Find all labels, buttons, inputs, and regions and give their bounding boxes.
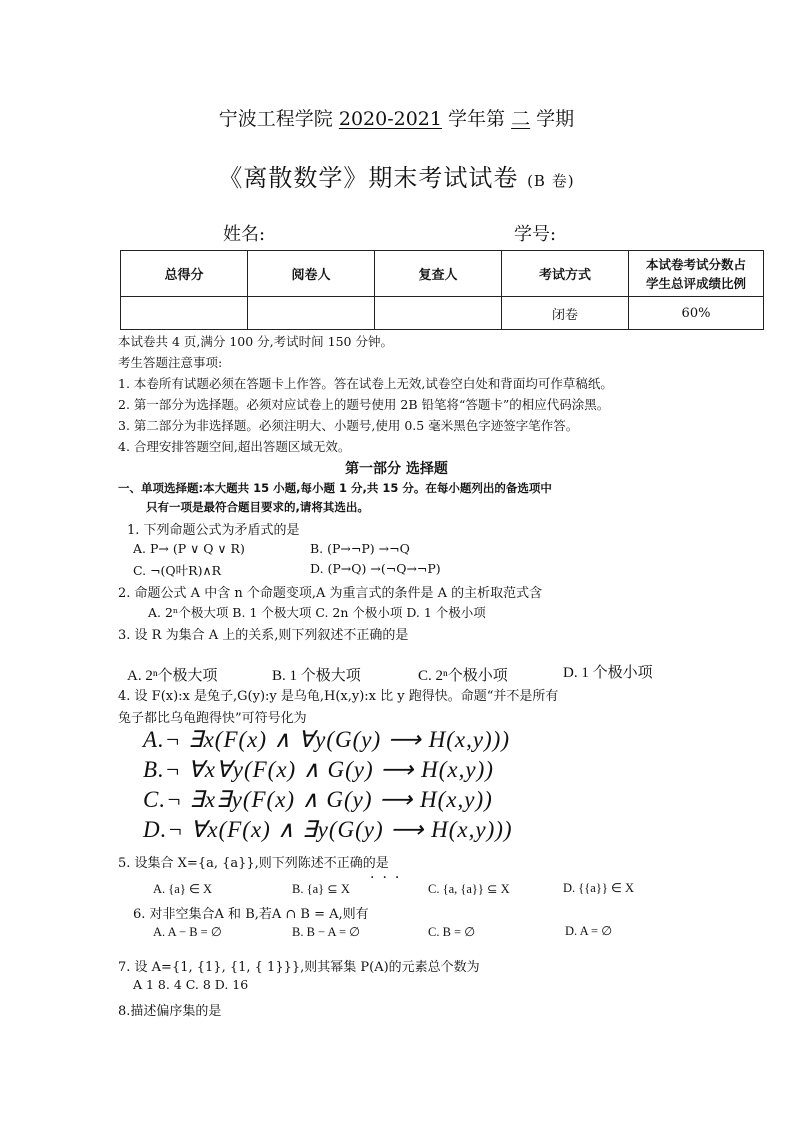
question-5-option-d: D. {{a}} ∈ X: [563, 881, 634, 895]
question-4-option-d: D.¬ ∀x(F(x) ∧ ∃y(G(y) ⟶ H(x,y))): [143, 817, 513, 842]
question-4-stem-line2: 兔子都比乌龟跑得快”可符号化为: [118, 711, 307, 726]
score-ratio-cell: 60%: [629, 297, 764, 330]
question-4-stem-line1: 4. 设 F(x):x 是兔子,G(y):y 是乌龟,H(x,y):x 比 y 跑得快。命题“并不是所有: [118, 689, 559, 704]
header-score-ratio-line2: 学生总评成绩比例: [645, 275, 746, 291]
question-6-option-d: D. A = ∅: [565, 924, 613, 938]
exam-summary: 本试卷共 4 页,满分 100 分,考试时间 150 分钟。: [118, 334, 393, 349]
term-number: 二: [511, 108, 531, 130]
academic-year: 2020-2021: [338, 108, 442, 130]
section-instruction-line2: 只有一项是最符合题目要求的,请将其选出。: [146, 500, 369, 514]
notice-item: 1. 本卷所有试题必须在答题卡上作答。答在试卷上无效,试卷空白处和背面均可作草稿纸。: [118, 376, 613, 391]
question-3-stem: 3. 设 R 为集合 A 上的关系,则下列叙述不正确的是: [118, 628, 409, 643]
header-score-ratio: [629, 251, 764, 297]
exam-paper-version: (B 卷): [527, 172, 575, 190]
question-2-stem: 2. 命题公式 A 中含 n 个命题变项,A 为重言式的条件是 A 的主析取范式含: [118, 586, 543, 601]
term-suffix: 学期: [536, 108, 575, 130]
question-5-stem: 5. 设集合 X={a, {a}},则下列陈述不正确的是: [118, 856, 389, 871]
question-4-option-b: B.¬ ∀x∀y(F(x) ∧ G(y) ⟶ H(x,y)): [143, 757, 494, 782]
question-1-option-b: B. (P→¬P) →¬Q: [310, 541, 410, 556]
question-7-options: A 1 8. 4 C. 8 D. 16: [133, 977, 249, 992]
question-2-options: A. 2ⁿ个极大项 B. 1 个极大项 C. 2n 个极小项 D. 1 个极小项: [148, 605, 486, 620]
school-term-line: [0, 104, 793, 131]
notice-item: 3. 第二部分为非选择题。必须注明大、小题号,使用 0.5 毫米黑色字迹签字笔作答。: [118, 418, 579, 433]
exam-title: [0, 158, 793, 193]
question-5-option-a: A. {a} ∈ X: [153, 882, 212, 896]
question-4-option-c: C.¬ ∃x∃y(F(x) ∧ G(y) ⟶ H(x,y)): [143, 787, 493, 812]
question-6-option-a: A. A − B = ∅: [153, 925, 222, 939]
grader-cell: [248, 297, 375, 330]
exam-mode-cell: 闭卷: [502, 297, 629, 330]
score-table-value-row: [121, 297, 764, 330]
student-id-label: 学号:: [514, 224, 557, 245]
notice-item: 4. 合理安排答题空间,超出答题区域无效。: [118, 439, 351, 454]
question-3-option-b: B. 1 个极大项: [272, 668, 361, 684]
header-reviewer: 复查人: [375, 251, 502, 297]
header-exam-mode: 考试方式: [502, 251, 629, 297]
question-1-stem: 1. 下列命题公式为矛盾式的是: [127, 523, 300, 538]
question-1-option-a: A. P→ (P ∨ Q ∨ R): [133, 541, 245, 556]
score-table: [120, 250, 764, 330]
question-6-option-c: C. B = ∅: [428, 925, 476, 939]
question-8-stem: 8.描述偏序集的是: [118, 1004, 222, 1019]
question-5-option-b: B. {a} ⊆ X: [292, 882, 350, 896]
part1-title: 第一部分 选择题: [345, 461, 448, 477]
question-7-stem: 7. 设 A={1, {1}, {1, { 1}}},则其幂集 P(A)的元素总个数为: [118, 960, 480, 975]
question-5-option-c: C. {a, {a}} ⊆ X: [428, 882, 510, 896]
question-3-option-c: C. 2ⁿ个极小项: [418, 668, 508, 684]
name-label: 姓名:: [223, 224, 266, 245]
question-3-option-d: D. 1 个极小项: [563, 665, 653, 681]
question-4-option-a: A.¬ ∃x(F(x) ∧ ∀y(G(y) ⟶ H(x,y))): [143, 727, 511, 752]
school-name: 宁波工程学院: [218, 108, 333, 130]
header-total-score: 总得分: [121, 251, 248, 297]
section-instruction-line1: 一、单项选择题:本大题共 15 小题,每小题 1 分,共 15 分。在每小题列出的备选项中: [118, 481, 552, 495]
total-score-cell: [121, 297, 248, 330]
notice-item: 2. 第一部分为选择题。必须对应试卷上的题号使用 2B 铅笔将“答题卡”的相应代码涂黑。: [118, 397, 610, 412]
score-table-header-row: [121, 251, 764, 297]
academic-year-suffix: 学年第: [448, 108, 506, 130]
question-1-option-c: C. ¬(Q叶R)∧R: [133, 563, 222, 578]
header-grader: 阅卷人: [248, 251, 375, 297]
question-6-option-b: B. B − A = ∅: [292, 925, 361, 939]
emphasis-dots: ···: [370, 870, 408, 886]
notice-title: 考生答题注意事项:: [118, 355, 223, 370]
reviewer-cell: [375, 297, 502, 330]
question-6-stem: 6. 对非空集合A 和 B,若A ∩ B = A,则有: [133, 907, 369, 922]
header-score-ratio-line1: 本试卷考试分数占: [645, 256, 746, 272]
question-3-option-a: A. 2ⁿ个极大项: [127, 668, 218, 684]
question-1-option-d: D. (P→Q) →(¬Q→¬P): [310, 561, 441, 576]
exam-title-main: 《离散数学》期末考试试卷: [218, 164, 519, 192]
